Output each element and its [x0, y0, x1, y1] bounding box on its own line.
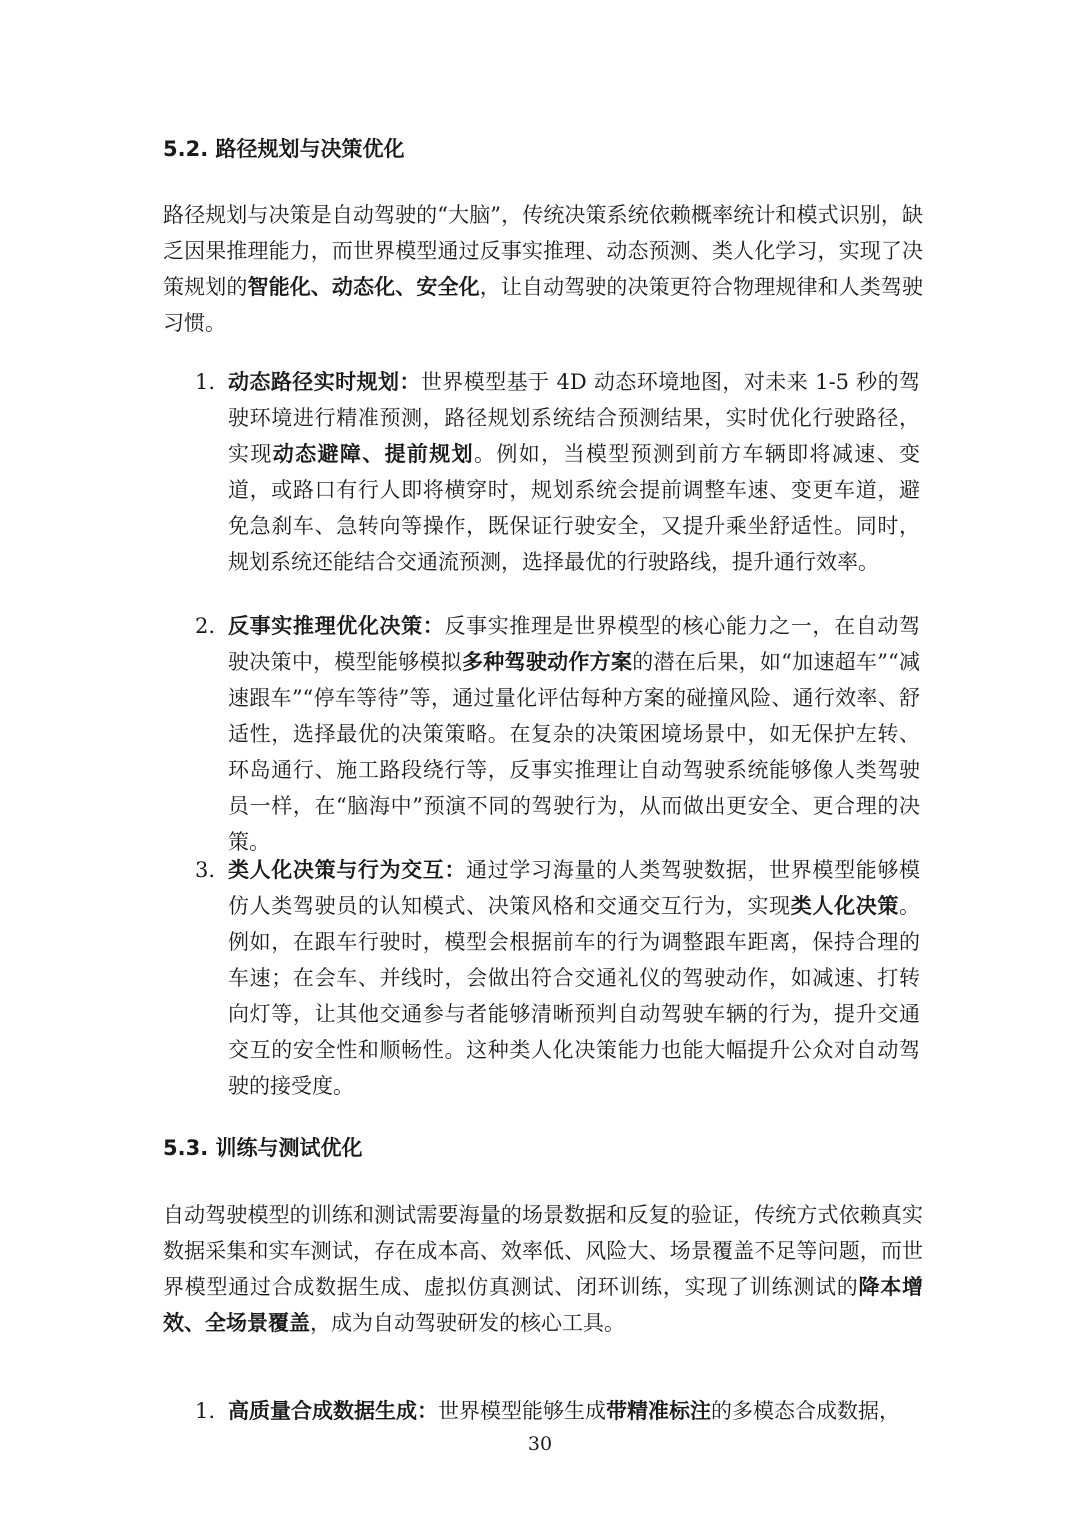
- section-5-2-list: [0, 364, 1080, 1104]
- list-item-text: [228, 852, 920, 1104]
- item-bold: 类人化决策: [790, 894, 900, 918]
- list-number: 3.: [195, 858, 216, 882]
- list-item: [0, 852, 1080, 1104]
- section-heading-5-3: 5.3. 训练与测试优化: [163, 1136, 363, 1160]
- list-item-text: [228, 608, 920, 860]
- intro-bold: 降本增效、全场景覆盖: [163, 1275, 924, 1335]
- intro-bold: 智能化、动态化、安全化: [247, 275, 480, 299]
- item-title: 类人化决策与行为交互：: [228, 858, 467, 882]
- intro-text: 自动驾驶模型的训练和测试需要海量的场景数据和反复的验证，传统方式依赖真实数据采集和实车测试，存在成本高、效率低、风险大、场景覆盖不足等问题，而世界模型通过合成数据生成、虚拟仿真测试、闭环训练，实现了训练测试的: [163, 1203, 923, 1299]
- item-bold: 多种驾驶动作方案: [462, 650, 633, 674]
- item-body: 反事实推理是世界模型的核心能力之一，在自动驾驶决策中，模型能够模拟: [228, 614, 920, 674]
- item-title: 动态路径实时规划：: [228, 370, 421, 394]
- item-body: 世界模型能够生成: [438, 1399, 606, 1423]
- item-body-end: 的潜在后果，如“加速超车”“减速跟车”“停车等待”等，通过量化评估每种方案的碰撞风险、通行效率、舒适性，选择最优的决策策略。在复杂的决策困境场景中，如无保护左转、环岛通行、施工路段绕行等，反事实推理让自动驾驶系统能够像人类驾驶员一样，在“脑海中”预演不同的驾驶行为，从而做出更安全、更合理的决策。: [228, 650, 921, 854]
- intro-text-end: ，让自动驾驶的决策更符合物理规律和人类驾驶习惯。: [163, 275, 924, 335]
- list-number: 1.: [195, 1399, 216, 1423]
- section-5-3-list: [0, 1393, 1080, 1429]
- item-bold: 动态避障、提前规划: [272, 442, 475, 466]
- list-number: 2.: [195, 614, 216, 638]
- list-item: [0, 608, 1080, 852]
- page-number: 30: [527, 1433, 553, 1455]
- list-item: [0, 364, 1080, 608]
- section-5-3-intro: [163, 1197, 923, 1341]
- intro-text: 路径规划与决策是自动驾驶的“大脑”，传统决策系统依赖概率统计和模式识别，缺乏因果推理能力，而世界模型通过反事实推理、动态预测、类人化学习，实现了决策规划的: [163, 203, 923, 299]
- section-5-2-intro: [163, 197, 923, 341]
- item-bold: 带精准标注: [606, 1399, 711, 1423]
- item-title: 高质量合成数据生成：: [228, 1399, 438, 1423]
- list-item-text: [228, 1393, 920, 1429]
- list-item: [0, 1393, 1080, 1429]
- item-body-end: 的多模态合成数据，: [711, 1399, 900, 1423]
- list-item-text: [228, 364, 920, 580]
- intro-text-end: ，成为自动驾驶研发的核心工具。: [310, 1311, 625, 1335]
- item-body: 通过学习海量的人类驾驶数据，世界模型能够模仿人类驾驶员的认知模式、决策风格和交通交互行为，实现: [228, 858, 921, 918]
- list-number: 1.: [195, 370, 216, 394]
- section-heading-5-2: 5.2. 路径规划与决策优化: [163, 137, 405, 161]
- item-body-end: 。例如，当模型预测到前方车辆即将减速、变道，或路口有行人即将横穿时，规划系统会提前调整车速、变更车道，避免急刹车、急转向等操作，既保证行驶安全，又提升乘坐舒适性。同时，规划系统还能结合交通流预测，选择最优的行驶路线，提升通行效率。: [228, 442, 921, 574]
- item-body: 世界模型基于 4D 动态环境地图，对未来 1-5 秒的驾驶环境进行精准预测，路径规划系统结合预测结果，实时优化行驶路径，实现: [228, 370, 920, 466]
- item-body-end: 。例如，在跟车行驶时，模型会根据前车的行为调整跟车距离，保持合理的车速；在会车、并线时，会做出符合交通礼仪的驾驶动作，如减速、打转向灯等，让其他交通参与者能够清晰预判自动驾驶车辆的行为，提升交通交互的安全性和顺畅性。这种类人化决策能力也能大幅提升公众对自动驾驶的接受度。: [228, 894, 921, 1098]
- item-title: 反事实推理优化决策：: [228, 614, 445, 638]
